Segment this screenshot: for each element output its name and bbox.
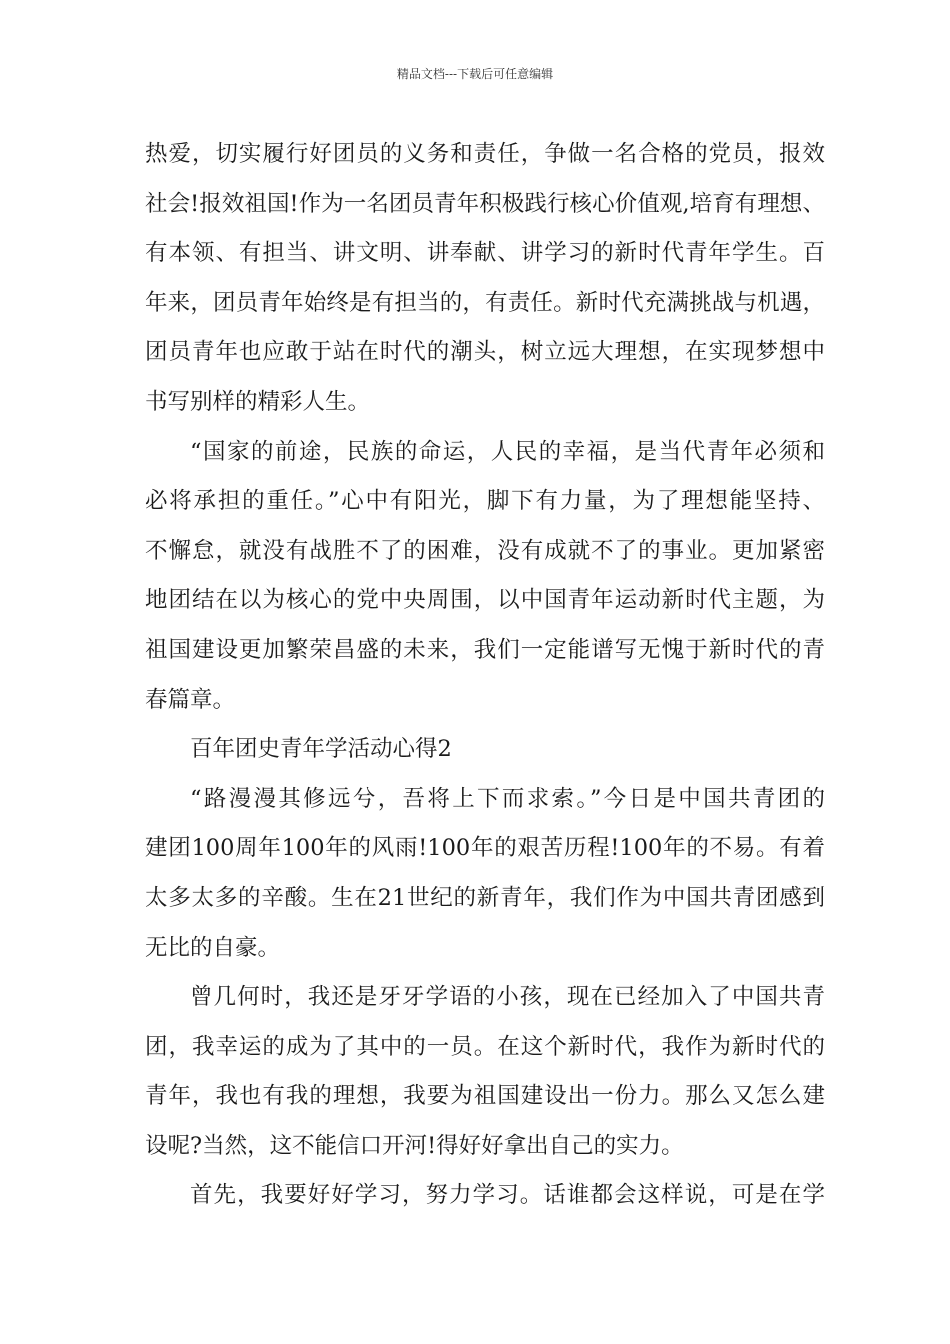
text-line: 地团结在以为核心的党中央周围，以中国青年运动新时代主题，为 [145,587,825,614]
text-line: 春篇章。 [145,686,236,713]
text-line: 团员青年也应敢于站在时代的潮头，树立远大理想，在实现梦想中 [145,339,825,366]
text-line: 必将承担的重任。”心中有阳光，脚下有力量，为了理想能坚持、 [145,488,825,515]
text-line: 设呢?当然，这不能信口开河!得好好拿出自己的实力。 [145,1132,684,1159]
text-line: 有本领、有担当、讲文明、讲奉献、讲学习的新时代青年学生。百 [145,240,825,267]
text-line: 曾几何时，我还是牙牙学语的小孩，现在已经加入了中国共青 [190,984,825,1011]
text-line: 祖国建设更加繁荣昌盛的未来，我们一定能谱写无愧于新时代的青 [145,636,825,663]
document-body [145,130,825,1221]
section-heading: 百年团史青年学活动心得2 [190,736,452,763]
page-header: 精品文档---下载后可任意编辑 [396,67,554,81]
text-line: “路漫漫其修远兮，吾将上下而求索。”今日是中国共青团的 [190,785,825,812]
text-line: 首先，我要好好学习，努力学习。话谁都会这样说，可是在学 [190,1182,825,1209]
text-line: 热爱，切实履行好团员的义务和责任，争做一名合格的党员，报效 [145,141,825,167]
text-line: 团，我幸运的成为了其中的一员。在这个新时代，我作为新时代的 [145,1033,825,1060]
text-line: 书写别样的精彩人生。 [145,388,371,415]
text-line: 太多太多的辛酸。生在21世纪的新青年，我们作为中国共青团感到 [145,884,825,911]
text-line: 社会!报效祖国!作为一名团员青年积极践行核心价值观,培育有理想、 [145,190,825,217]
text-line: 无比的自豪。 [145,934,281,961]
text-line: 建团100周年100年的风雨!100年的艰苦历程!100年的不易。有着 [145,835,825,862]
text-line: “国家的前途，民族的命运，人民的幸福，是当代青年必须和 [190,438,825,465]
text-line: 不懈怠，就没有战胜不了的困难，没有成就不了的事业。更加紧密 [145,537,825,564]
text-line: 年来，团员青年始终是有担当的，有责任。新时代充满挑战与机遇， [145,289,825,316]
text-line: 青年，我也有我的理想，我要为祖国建设出一份力。那么又怎么建 [145,1083,825,1110]
